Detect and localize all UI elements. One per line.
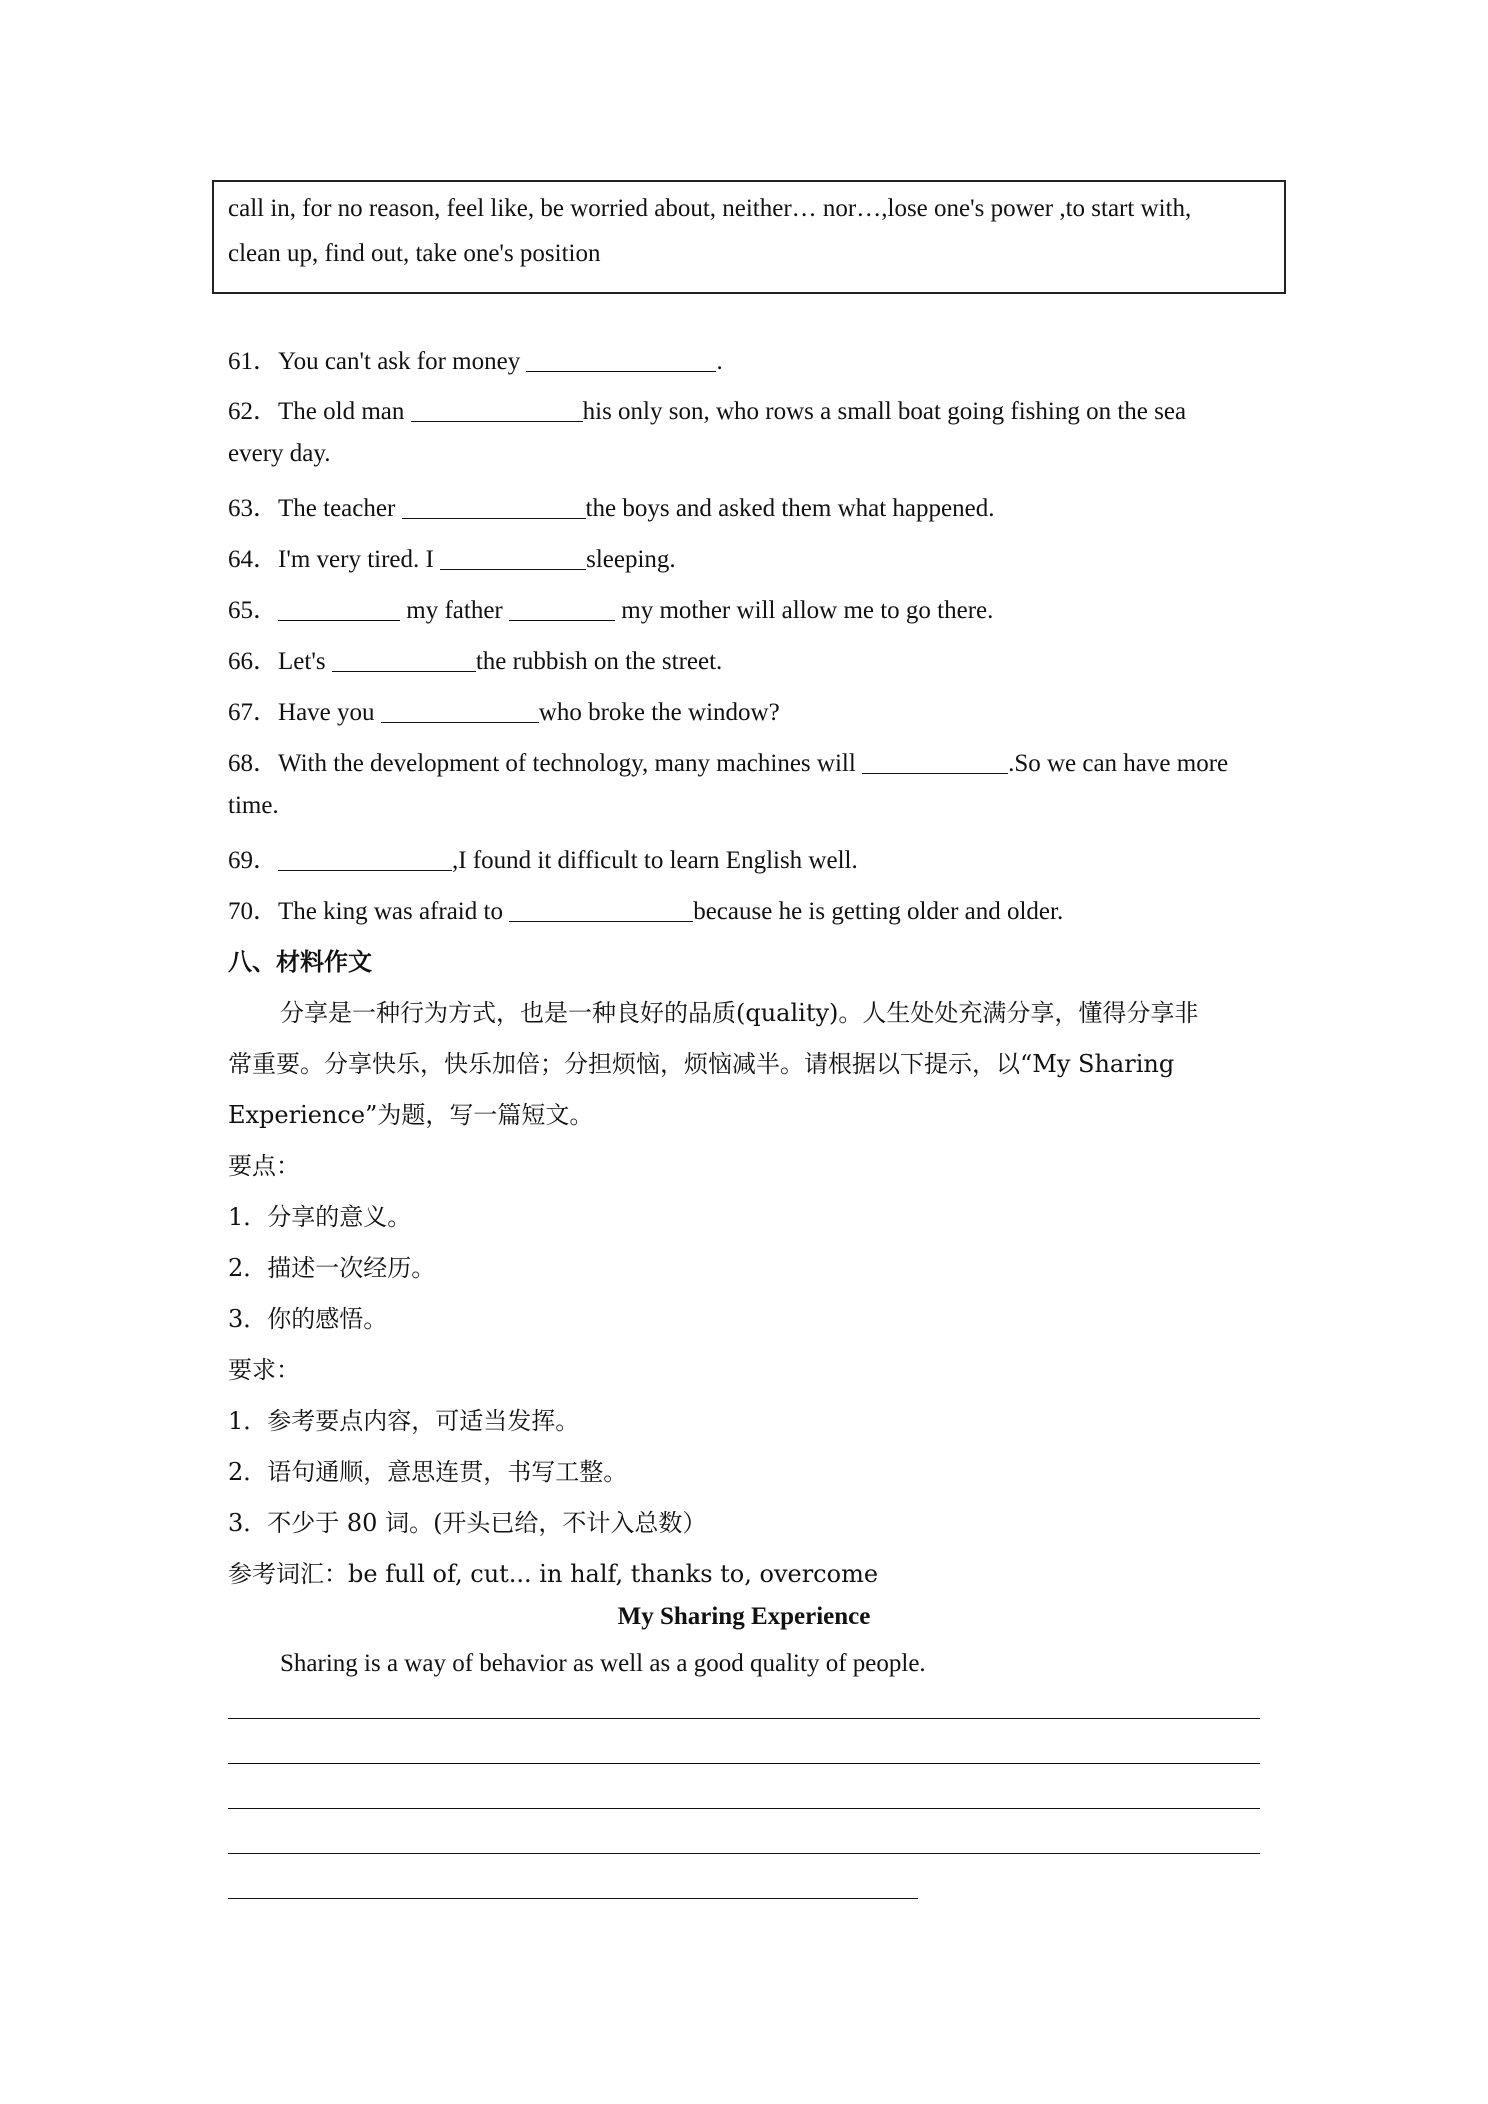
section-title: 八、材料作文 [228, 947, 372, 976]
writing-line[interactable] [228, 1853, 1260, 1854]
answer-blank[interactable] [381, 698, 539, 723]
question-68-continuation: time. [228, 792, 279, 819]
requirement-item: 3．不少于 80 词。(开头已给，不计入总数） [228, 1509, 707, 1537]
essay-opening: Sharing is a way of behavior as well as a good quality of people. [280, 1650, 926, 1677]
phrase-line-2: clean up, find out, take one's position [228, 240, 601, 267]
requirement-item: 1．参考要点内容，可适当发挥。 [228, 1407, 580, 1435]
requirement-item: 2．语句通顺，意思连贯，书写工整。 [228, 1458, 628, 1486]
answer-blank[interactable] [509, 596, 615, 621]
question-64: 64．I'm very tired. I sleeping. [228, 546, 676, 573]
writing-line[interactable] [228, 1808, 1260, 1809]
writing-line[interactable] [228, 1763, 1260, 1764]
writing-line[interactable] [228, 1718, 1260, 1719]
question-65: 65． my father my mother will allow me to go there. [228, 597, 994, 624]
answer-blank[interactable] [402, 494, 586, 519]
question-67: 67．Have you who broke the window? [228, 699, 780, 726]
vocabulary-hint: 参考词汇：be full of, cut... in half, thanks to, overcome [228, 1560, 879, 1588]
intro-line-2: 常重要。分享快乐，快乐加倍；分担烦恼，烦恼减半。请根据以下提示，以“My Sharing [228, 1050, 1175, 1078]
question-69: 69． ,I found it difficult to learn English well. [228, 847, 858, 874]
question-63: 63．The teacher the boys and asked them what happened. [228, 495, 995, 522]
intro-line-1: 分享是一种行为方式，也是一种良好的品质(quality)。人生处处充满分享，懂得分享非 [280, 999, 1199, 1027]
phrase-line-1: call in, for no reason, feel like, be worried about, neither… nor…,lose one's power ,to start with, [228, 195, 1192, 222]
answer-blank[interactable] [278, 596, 400, 621]
points-label: 要点： [228, 1152, 300, 1180]
writing-line[interactable] [228, 1898, 918, 1899]
essay-title: My Sharing Experience [617, 1603, 871, 1630]
answer-blank[interactable] [526, 347, 716, 372]
answer-blank[interactable] [411, 397, 583, 422]
question-61: 61．You can't ask for money . [228, 348, 723, 375]
requirements-label: 要求： [228, 1356, 300, 1384]
answer-blank[interactable] [509, 897, 693, 922]
phrase-box [212, 180, 1286, 294]
question-66: 66．Let's the rubbish on the street. [228, 648, 723, 675]
answer-blank[interactable] [440, 545, 586, 570]
question-62: 62．The old man his only son, who rows a small boat going fishing on the sea [228, 398, 1187, 425]
point-item: 2．描述一次经历。 [228, 1254, 436, 1282]
question-62-continuation: every day. [228, 440, 331, 467]
answer-blank[interactable] [332, 647, 476, 672]
answer-blank[interactable] [278, 846, 452, 871]
answer-blank[interactable] [862, 749, 1008, 774]
question-70: 70．The king was afraid to because he is getting older and older. [228, 898, 1064, 925]
intro-line-3: Experience”为题，写一篇短文。 [228, 1101, 594, 1129]
question-68: 68．With the development of technology, many machines will .So we can have more [228, 750, 1229, 777]
point-item: 1．分享的意义。 [228, 1203, 412, 1231]
point-item: 3．你的感悟。 [228, 1305, 388, 1333]
